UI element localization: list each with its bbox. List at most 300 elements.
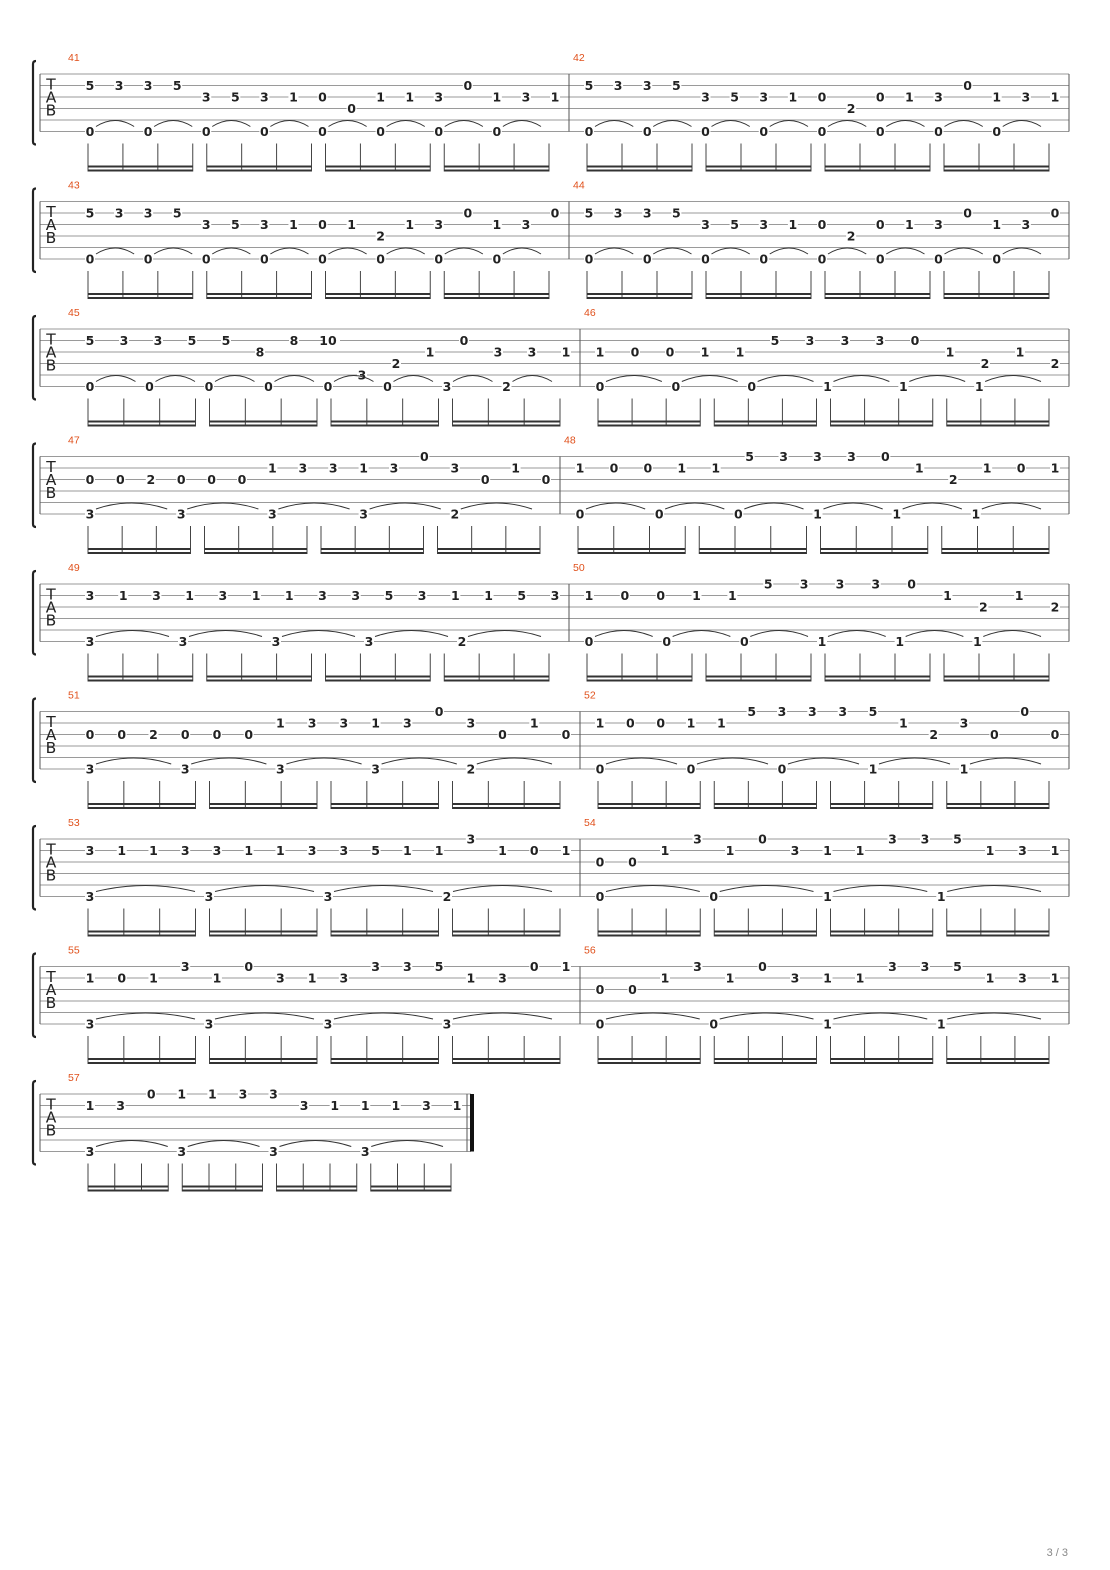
fret-number: 3 (328, 460, 338, 476)
fret-number: 3 (318, 588, 327, 603)
tab-clef-letter: A (45, 1108, 57, 1127)
tie-arc (270, 121, 308, 127)
fret-number: 1 (177, 1086, 187, 1102)
bass-fret-number: 0 (85, 251, 95, 267)
fret-number: 3 (934, 89, 943, 105)
fret-number: 0 (180, 727, 190, 742)
fret-number: 1 (992, 217, 1002, 232)
fret-number: 3 (212, 843, 222, 858)
beam-secondary (444, 676, 549, 678)
bass-fret-number: 3 (177, 1144, 187, 1159)
fret-number: 1 (905, 89, 914, 105)
bass-fret-number: 3 (323, 889, 333, 904)
fret-number: 1 (492, 217, 502, 232)
beam-secondary (331, 1058, 439, 1060)
bass-fret-number: 0 (492, 251, 502, 267)
system-bracket (33, 571, 36, 655)
bass-fret-number: 1 (959, 761, 969, 777)
tie-arc (945, 248, 983, 254)
beam-primary (944, 170, 1049, 172)
tie-arc (697, 758, 768, 764)
fret-number: 1 (85, 970, 95, 986)
fret-number: 1 (595, 344, 605, 360)
bass-fret-number: 0 (492, 124, 502, 139)
beam-secondary (831, 421, 933, 423)
tie-arc (744, 503, 803, 509)
measure-number: 51 (68, 689, 80, 702)
beam-secondary (88, 293, 193, 295)
fret-number: 1 (982, 460, 992, 476)
tab-clef-letter: B (45, 229, 57, 247)
beam-secondary (831, 803, 933, 805)
tab-clef-letter: B (45, 866, 57, 885)
bass-fret-number: 2 (450, 506, 460, 522)
bass-fret-number: 0 (709, 889, 719, 904)
bass-fret-number: 0 (434, 251, 444, 267)
beam-secondary (714, 421, 816, 423)
tab-clef-letter: B (45, 101, 57, 120)
system-bracket (33, 444, 36, 528)
beam-secondary (587, 166, 692, 168)
fret-number: 1 (347, 217, 356, 232)
fret-number: 0 (656, 588, 666, 603)
fret-number: 0 (146, 1086, 156, 1102)
tie-arc (673, 631, 731, 637)
beam-primary (88, 552, 191, 554)
beam-primary (706, 297, 811, 299)
fret-number: 0 (881, 449, 890, 464)
page-number: 3 / 3 (1046, 1547, 1068, 1559)
fret-number: 0 (541, 472, 551, 487)
system-bracket (33, 316, 36, 400)
tie-arc (886, 121, 924, 127)
beam-primary (277, 1190, 357, 1192)
fret-number: 3 (493, 344, 503, 360)
fret-number: 0 (817, 217, 827, 232)
fret-number: 1 (405, 89, 415, 105)
beam-secondary (831, 1058, 933, 1060)
fret-number: 1 (185, 588, 194, 603)
tie-arc (96, 1141, 168, 1147)
fret-number: 3 (701, 217, 710, 232)
final-barline-thick (470, 1094, 474, 1152)
beam-primary (714, 807, 816, 809)
fret-number: 3 (152, 588, 161, 603)
fret-number: 1 (711, 460, 721, 476)
measure-number: 43 (68, 179, 80, 192)
tie-arc (453, 1013, 552, 1019)
fret-number: 1 (660, 970, 670, 986)
fret-number: 3 (701, 89, 710, 105)
beam-primary (326, 297, 431, 299)
fret-number: 1 (1050, 460, 1060, 476)
tie-arc (770, 121, 808, 127)
fret-number: 3 (871, 576, 881, 592)
tie-arc (96, 886, 195, 892)
fret-number: 1 (561, 344, 571, 360)
fret-number: 3 (466, 715, 476, 731)
fret-number: 5 (730, 89, 739, 105)
bass-fret-number: 0 (701, 124, 710, 139)
bass-fret-number: 3 (85, 1016, 95, 1032)
beam-secondary (88, 1058, 196, 1060)
tie-arc (906, 631, 964, 637)
fret-number: 3 (888, 959, 897, 974)
beam-secondary (825, 166, 930, 168)
fret-number: 0 (875, 89, 885, 105)
beam-secondary (182, 1186, 262, 1188)
tie-arc (712, 121, 750, 127)
tie-arc (212, 121, 250, 127)
fret-number: 1 (561, 959, 571, 974)
fret-number: 3 (777, 704, 787, 719)
tie-arc (387, 121, 425, 127)
fret-number: 3 (642, 205, 652, 221)
beam-primary (942, 552, 1049, 554)
tab-clef-letter: A (45, 88, 57, 107)
tie-arc (477, 758, 552, 764)
beam-secondary (598, 1058, 700, 1060)
bass-fret-number: 0 (201, 124, 211, 139)
bass-fret-number: 0 (992, 251, 1002, 267)
fret-number: 2 (149, 727, 158, 742)
tie-arc (382, 758, 457, 764)
fret-number: 5 (584, 205, 594, 221)
fret-number: 1 (584, 588, 594, 603)
fret-number: 1 (905, 217, 914, 232)
bass-fret-number: 0 (595, 761, 605, 777)
bass-fret-number: 3 (85, 506, 95, 522)
fret-number: 3 (466, 831, 476, 847)
beam-secondary (453, 803, 561, 805)
beam-secondary (831, 931, 933, 933)
beam-secondary (825, 676, 930, 678)
fret-number: 0 (529, 843, 539, 858)
fret-number: 5 (672, 205, 681, 221)
tie-arc (503, 121, 541, 127)
beam-primary (587, 170, 692, 172)
bass-fret-number: 1 (898, 379, 908, 394)
fret-number: 1 (855, 970, 865, 986)
tab-clef-letter: A (45, 216, 57, 234)
bass-fret-number: 3 (360, 1144, 370, 1159)
bass-fret-number: 3 (442, 1016, 452, 1032)
bass-fret-number: 0 (260, 251, 269, 267)
bass-fret-number: 3 (85, 889, 95, 904)
tie-arc (788, 758, 859, 764)
fret-number: 1 (728, 588, 737, 603)
beam-primary (326, 680, 431, 682)
fret-number: 2 (978, 599, 988, 615)
fret-number: 3 (218, 588, 228, 603)
beam-secondary (207, 676, 312, 678)
bass-fret-number: 3 (85, 1144, 95, 1159)
tie-arc (982, 503, 1041, 509)
fret-number: 1 (700, 344, 710, 360)
fret-number: 1 (330, 1098, 340, 1113)
fret-number: 5 (770, 333, 780, 348)
tie-arc (750, 631, 808, 637)
fret-number: 3 (1021, 89, 1031, 105)
beam-primary (825, 170, 930, 172)
tie-arc (606, 758, 677, 764)
beam-primary (714, 1062, 816, 1064)
tab-clef-letter: A (45, 726, 57, 744)
bass-fret-number: 1 (892, 506, 902, 522)
bass-fret-number: 2 (502, 379, 511, 394)
tie-arc (985, 376, 1041, 382)
beam-primary (453, 425, 561, 427)
fret-number: 5 (371, 843, 380, 858)
bass-fret-number: 0 (992, 124, 1002, 139)
tie-arc (445, 248, 483, 254)
beam-secondary (88, 931, 196, 933)
fret-number: 1 (855, 843, 865, 858)
fret-number: 1 (898, 715, 908, 731)
fret-number: 3 (920, 831, 930, 847)
tab-clef-letter: A (45, 853, 57, 872)
tie-arc (586, 503, 645, 509)
fret-number: 0 (561, 727, 571, 742)
beam-secondary (714, 1058, 816, 1060)
fret-number: 1 (1050, 970, 1060, 986)
fret-number: 1 (725, 843, 735, 858)
beam-secondary (331, 931, 439, 933)
bass-fret-number: 0 (759, 124, 769, 139)
fret-number: 0 (550, 205, 560, 221)
fret-number: 2 (1050, 599, 1060, 615)
fret-number: 2 (846, 228, 856, 244)
tie-arc (282, 631, 355, 637)
bass-fret-number: 0 (642, 251, 652, 267)
fret-number: 3 (838, 704, 848, 719)
fret-number: 5 (672, 78, 681, 93)
fret-number: 0 (117, 970, 127, 986)
tie-arc (96, 121, 134, 127)
beam-secondary (444, 293, 549, 295)
bass-fret-number: 0 (777, 761, 787, 777)
beam-primary (453, 935, 561, 937)
fret-number: 1 (788, 89, 798, 105)
tie-arc (270, 248, 308, 254)
fret-number: 3 (759, 89, 769, 105)
bass-fret-number: 0 (575, 506, 585, 522)
fret-number: 3 (434, 217, 444, 232)
fret-number: 0 (758, 959, 767, 974)
tie-arc (879, 758, 950, 764)
tie-arc (387, 248, 425, 254)
bass-fret-number: 3 (204, 889, 214, 904)
tie-arc (1003, 121, 1041, 127)
beam-primary (88, 1062, 196, 1064)
fret-number: 5 (868, 704, 878, 719)
measure-number: 47 (68, 434, 80, 447)
beam-secondary (947, 803, 1049, 805)
beam-primary (444, 297, 549, 299)
tab-clef-letter: A (45, 598, 57, 617)
tie-arc (665, 503, 724, 509)
beam-primary (947, 425, 1049, 427)
beam-secondary (210, 803, 318, 805)
bass-fret-number: 0 (817, 251, 827, 267)
bass-fret-number: 0 (584, 634, 594, 649)
bass-fret-number: 1 (813, 506, 822, 522)
fret-number: 1 (686, 715, 696, 731)
bass-fret-number: 1 (823, 889, 832, 904)
bass-fret-number: 0 (817, 124, 827, 139)
beam-primary (88, 297, 193, 299)
beam-primary (706, 170, 811, 172)
fret-number: 0 (628, 854, 637, 870)
bass-fret-number: 0 (739, 634, 749, 649)
fret-number: 3 (613, 78, 623, 93)
bass-fret-number: 0 (383, 379, 392, 394)
bass-fret-number: 0 (642, 124, 652, 139)
beam-secondary (598, 931, 700, 933)
bass-fret-number: 3 (176, 506, 186, 522)
beam-secondary (371, 1186, 451, 1188)
fret-number: 1 (117, 843, 127, 858)
beam-primary (205, 552, 308, 554)
bass-fret-number: 0 (260, 124, 269, 139)
fret-number: 1 (914, 460, 924, 476)
tie-arc (834, 886, 928, 892)
bass-fret-number: 3 (85, 761, 95, 777)
fret-number: 1 (251, 588, 261, 603)
beam-secondary (453, 931, 561, 933)
fret-number: 0 (643, 460, 653, 476)
beam-primary (210, 807, 318, 809)
bass-fret-number: 0 (662, 634, 672, 649)
fret-number: 3 (260, 217, 269, 232)
fret-number: 0 (628, 982, 637, 997)
fret-number: 1 (289, 217, 298, 232)
beam-primary (598, 807, 700, 809)
measure-number: 42 (573, 52, 585, 64)
bass-fret-number: 0 (584, 251, 594, 267)
tab-clef-letter: B (45, 739, 57, 757)
beam-primary (944, 297, 1049, 299)
bass-fret-number: 0 (595, 379, 605, 394)
fret-number: 1 (550, 89, 560, 105)
fret-number: 0 (237, 472, 247, 487)
tie-arc (834, 1013, 928, 1019)
tie-arc (720, 1013, 814, 1019)
fret-number: 2 (929, 727, 939, 742)
beam-primary (587, 297, 692, 299)
tie-arc (96, 758, 171, 764)
fret-number: 3 (114, 205, 124, 221)
fret-number: 1 (452, 1098, 462, 1113)
tie-arc (503, 248, 541, 254)
beam-primary (88, 807, 196, 809)
fret-number: 3 (1018, 970, 1027, 986)
fret-number: 5 (85, 205, 95, 221)
tie-arc (453, 376, 493, 382)
fret-number: 0 (910, 333, 920, 348)
beam-secondary (331, 803, 439, 805)
fret-number: 0 (529, 959, 539, 974)
fret-number: 8 (255, 344, 265, 360)
measure-number: 41 (68, 52, 80, 64)
fret-number: 3 (642, 78, 652, 93)
tie-arc (453, 886, 552, 892)
fret-number: 0 (1020, 704, 1030, 719)
tie-arc (1003, 248, 1041, 254)
fret-number: 1 (425, 344, 435, 360)
bass-fret-number: 3 (323, 1016, 333, 1032)
tie-arc (945, 121, 983, 127)
beam-secondary (326, 166, 431, 168)
bass-fret-number: 3 (204, 1016, 214, 1032)
beam-primary (444, 680, 549, 682)
beam-secondary (321, 548, 424, 550)
beam-primary (825, 680, 930, 682)
fret-number: 1 (118, 588, 128, 603)
fret-number: 3 (269, 1086, 278, 1102)
fret-number: 5 (172, 78, 182, 93)
tie-arc (154, 121, 192, 127)
fret-number: 2 (146, 472, 156, 487)
fret-number: 3 (527, 344, 537, 360)
beam-secondary (88, 803, 196, 805)
beam-primary (947, 807, 1049, 809)
fret-number: 0 (244, 727, 254, 742)
fret-number: 1 (1050, 89, 1060, 105)
fret-number: 5 (953, 959, 962, 974)
beam-primary (210, 935, 318, 937)
tie-arc (96, 376, 136, 382)
beam-secondary (88, 676, 193, 678)
fret-number: 0 (620, 588, 630, 603)
system-bracket (33, 826, 36, 910)
fret-number: 1 (284, 588, 294, 603)
beam-primary (321, 552, 424, 554)
fret-number: 0 (656, 715, 666, 731)
bass-fret-number: 0 (143, 124, 153, 139)
bass-fret-number: 1 (823, 379, 832, 394)
tie-arc (329, 121, 367, 127)
fret-number: 1 (484, 588, 493, 603)
tie-arc (191, 758, 266, 764)
measure-number: 53 (68, 817, 80, 829)
bass-fret-number: 0 (264, 379, 273, 394)
measure-number: 50 (573, 562, 585, 574)
fret-number: 3 (450, 460, 460, 476)
beam-secondary (453, 421, 561, 423)
tie-arc (188, 1141, 260, 1147)
bass-fret-number: 1 (895, 634, 905, 649)
fret-number: 0 (318, 89, 327, 105)
beam-secondary (598, 803, 700, 805)
measure-number: 56 (584, 944, 596, 957)
fret-number: 5 (221, 333, 231, 348)
beam-secondary (944, 166, 1049, 168)
fret-number: 3 (85, 588, 95, 603)
fret-number: 3 (790, 970, 800, 986)
tie-arc (886, 248, 924, 254)
fret-number: 0 (116, 472, 125, 487)
fret-number: 3 (693, 959, 702, 974)
bass-fret-number: 1 (817, 634, 827, 649)
beam-primary (207, 297, 312, 299)
fret-number: 1 (823, 970, 832, 986)
bass-fret-number: 0 (584, 124, 594, 139)
beam-secondary (942, 548, 1049, 550)
fret-number: 3 (180, 959, 190, 974)
beam-secondary (88, 1186, 168, 1188)
tie-arc (606, 1013, 700, 1019)
